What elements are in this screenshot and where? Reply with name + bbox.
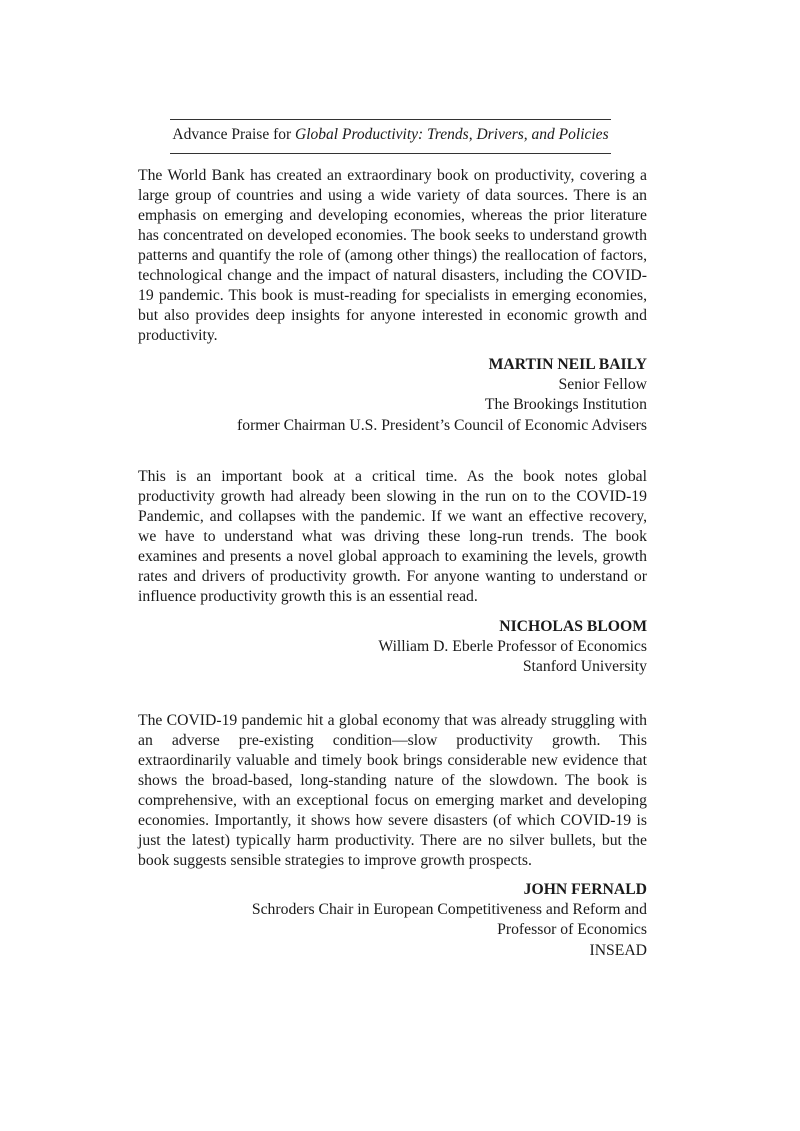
praiser-name-3: JOHN FERNALD [523, 881, 647, 898]
praiser-title-1c: former Chairman U.S. President’s Council of Economic Advisers [237, 416, 647, 434]
praise-attribution-2 [138, 617, 647, 678]
header-top-rule [170, 119, 611, 120]
praiser-title-2a: William D. Eberle Professor of Economics [378, 638, 647, 656]
praise-quote-1: The World Bank has created an extraordinary book on productivity, covering a large group of countries and using a wide variety of data sources. There is an emphasis on emerging and developing economies, whereas the prior literature has concentrated on developed economies. The book seeks to understand growth patterns and quantify the role of (among other things) the reallocation of factors, technological change and the impact of natural disasters, including the COVID-19 pandemic. This book is must-reading for specialists in emerging economies, but also provides deep insights for anyone interested in economic growth and productivity. [138, 167, 647, 344]
praiser-name-1: MARTIN NEIL BAILY [488, 356, 647, 373]
praiser-title-2b: Stanford University [522, 658, 647, 676]
praiser-title-1b: The Brookings Institution [484, 396, 647, 414]
praiser-title-3c: INSEAD [589, 941, 647, 959]
praiser-title-3b: Professor of Economics [497, 921, 647, 939]
praise-attribution-1 [138, 355, 647, 436]
praise-heading [170, 124, 611, 146]
praiser-title-3a: Schroders Chair in European Competitiveness and Reform and [251, 901, 647, 919]
praiser-name-2: NICHOLAS BLOOM [499, 618, 647, 635]
praiser-title-1a: Senior Fellow [558, 376, 647, 394]
praise-quote-2: This is an important book at a critical time. As the book notes global productivity growth had already been slowing in the run on to the COVID-19 Pandemic, and collapses with the pandemic. If we want an effective recovery, we have to understand what was driving these long-run trends. The book examines and presents a novel global approach to examining the levels, growth rates and drivers of productivity growth. For anyone wanting to understand or influence productivity growth this is an essential read. [138, 468, 647, 605]
header-bottom-rule [170, 153, 611, 154]
praise-quote-3: The COVID-19 pandemic hit a global economy that was already struggling with an adverse pre-existing condition—slow productivity growth. This extraordinarily valuable and timely book brings considerable new evidence that shows the broad-based, long-standing nature of the slowdown. The book is comprehensive, with an exceptional focus on emerging market and developing economies. Importantly, it shows how severe disasters (of which COVID-19 is just the latest) typically harm productivity. There are no silver bullets, but the book suggests sensible strategies to improve growth prospects. [138, 712, 647, 869]
praise-heading-lead: Advance Praise for [172, 126, 292, 143]
praise-attribution-3 [138, 880, 647, 961]
book-title: Global Productivity: Trends, Drivers, and Policies [295, 126, 609, 143]
